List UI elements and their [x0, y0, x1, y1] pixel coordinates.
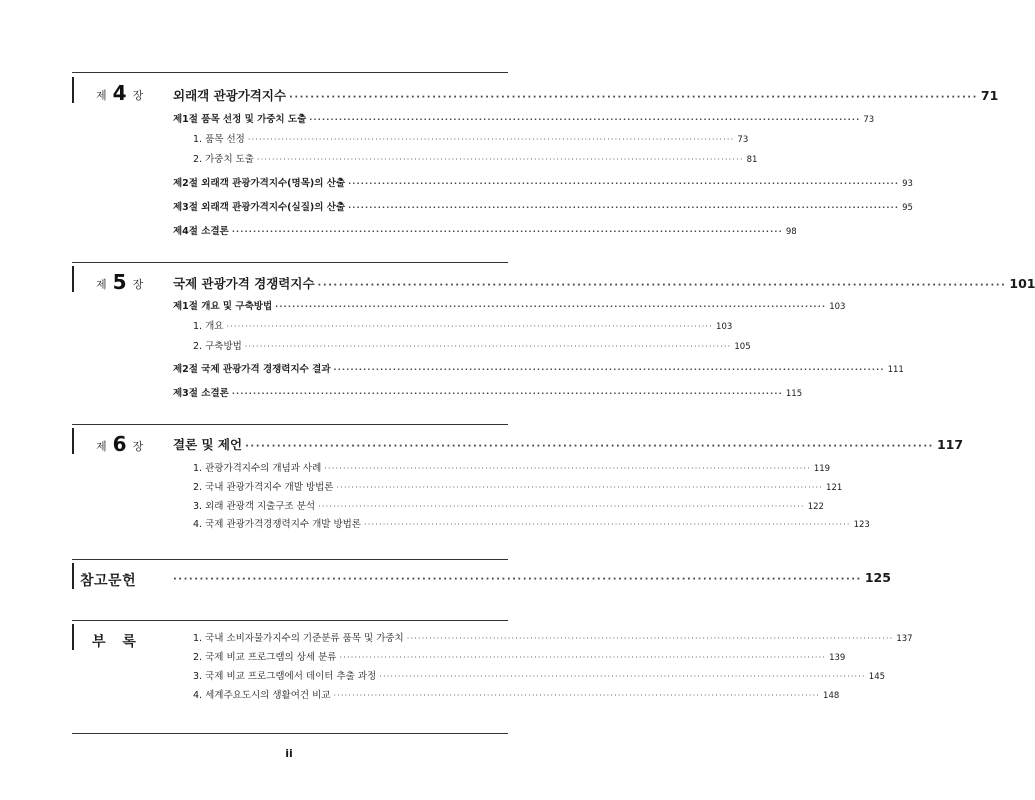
chapter-suffix: 장 — [132, 278, 144, 291]
toc-page: 101 — [1009, 276, 1035, 291]
toc-chapter-title[interactable] — [173, 435, 964, 453]
leader-dots: ·································································································································· — [317, 280, 1007, 291]
toc-title: 제4절 소결론 — [173, 226, 229, 237]
toc-page: 103 — [829, 302, 846, 312]
references-label-text: 참고문헌 — [80, 573, 137, 589]
toc-page: 145 — [868, 672, 886, 682]
toc-section[interactable] — [173, 199, 913, 213]
toc-page: 139 — [829, 653, 846, 663]
chapter-suffix: 장 — [132, 440, 144, 453]
toc-item[interactable] — [193, 338, 751, 352]
toc-page: 137 — [896, 634, 913, 644]
toc-page: 103 — [716, 322, 733, 332]
leader-dots: ·································································································································· — [289, 92, 978, 103]
toc-title: 제2절 외래객 관광가격지수(명목)의 산출 — [173, 178, 346, 189]
references-label — [72, 563, 136, 589]
toc-section[interactable] — [173, 298, 846, 312]
leader-dots: ·································································································································· — [363, 520, 851, 529]
toc-item[interactable] — [193, 630, 913, 644]
toc-item[interactable] — [193, 151, 758, 165]
divider — [72, 72, 508, 73]
chapter-prefix: 제 — [96, 89, 107, 102]
toc-title: 1. 품목 선정 — [193, 134, 245, 145]
chapter-label — [72, 266, 143, 292]
toc-item[interactable] — [193, 649, 846, 663]
chapter-number: 5 — [112, 270, 127, 294]
toc-title: 제2절 국제 관광가격 경쟁력지수 결과 — [173, 364, 331, 375]
toc-page: 121 — [826, 483, 843, 493]
toc-page: 119 — [813, 464, 831, 474]
toc-title: 제3절 소결론 — [173, 388, 229, 399]
divider — [72, 424, 508, 425]
toc-title: 국제 관광가격 경쟁력지수 — [173, 276, 315, 291]
leader-dots: ·································································································································· — [231, 227, 783, 236]
leader-dots: ·································································································································· — [348, 179, 900, 188]
leader-dots: ·································································································································· — [309, 115, 861, 124]
toc-item[interactable] — [193, 668, 886, 682]
toc-title: 제1절 개요 및 구축방법 — [173, 301, 273, 312]
leader-dots: ·································································································································· — [245, 441, 934, 452]
toc-page: 123 — [853, 520, 870, 530]
toc-title: 1. 개요 — [193, 321, 224, 332]
chapter-prefix: 제 — [96, 440, 107, 453]
toc-page: 117 — [936, 437, 964, 452]
toc-title: 2. 국내 관광가격지수 개발 방법론 — [193, 482, 334, 493]
toc-item[interactable] — [193, 516, 870, 530]
leader-dots: ·································································································································· — [333, 365, 885, 374]
toc-section[interactable] — [173, 111, 875, 125]
chapter-label — [72, 77, 143, 103]
toc-title: 2. 국제 비교 프로그램의 상세 분류 — [193, 652, 337, 663]
divider — [72, 559, 508, 560]
toc-page: 93 — [902, 179, 913, 189]
toc-section[interactable] — [173, 223, 797, 237]
leader-dots: ·································································································································· — [275, 302, 827, 311]
toc-page: 71 — [980, 88, 999, 103]
page-number: ii — [285, 747, 293, 760]
toc-page: 122 — [807, 502, 824, 512]
appendix-label — [72, 624, 142, 650]
toc-title: 1. 국내 소비자물가지수의 기준분류 품목 및 가중치 — [193, 633, 404, 644]
toc-title: 4. 세계주요도시의 생활여건 비교 — [193, 690, 331, 701]
toc-page: 98 — [785, 227, 797, 237]
leader-dots: ·································································································································· — [318, 502, 805, 511]
toc-item[interactable] — [193, 460, 831, 474]
toc-title: 제3절 외래객 관광가격지수(실질)의 산출 — [173, 202, 346, 213]
divider — [72, 733, 508, 734]
toc-chapter-title[interactable] — [173, 274, 1035, 292]
toc-section[interactable] — [173, 385, 803, 399]
chapter-label — [72, 428, 143, 454]
leader-dots: ·································································································································· — [339, 653, 827, 662]
leader-dots: ·································································································································· — [324, 464, 811, 473]
toc-section[interactable] — [173, 361, 904, 375]
toc-title: 3. 국제 비교 프로그램에서 데이터 추출 과정 — [193, 671, 377, 682]
toc-title: 1. 관광가격지수의 개념과 사례 — [193, 463, 322, 474]
toc-page: 105 — [734, 342, 751, 352]
toc-page: 73 — [737, 135, 749, 145]
toc-item[interactable] — [193, 687, 840, 701]
leader-dots: ·································································································································· — [247, 135, 735, 144]
toc-references[interactable] — [173, 570, 891, 585]
divider — [72, 620, 508, 621]
toc-page: 115 — [785, 389, 803, 399]
toc-title: 4. 국제 관광가격경쟁력지수 개발 방법론 — [193, 519, 361, 530]
leader-dots: ·································································································································· — [333, 691, 821, 700]
toc-page: 73 — [863, 115, 875, 125]
leader-dots: ·································································································································· — [348, 203, 900, 212]
toc-item[interactable] — [193, 498, 824, 512]
leader-dots: ·································································································································· — [336, 483, 824, 492]
leader-dots: ·································································································································· — [231, 389, 783, 398]
toc-title: 2. 가중치 도출 — [193, 154, 254, 165]
toc-item[interactable] — [193, 318, 733, 332]
toc-title: 제1절 품목 선정 및 가중치 도출 — [173, 114, 307, 125]
leader-dots: ·································································································································· — [406, 634, 894, 643]
chapter-number: 4 — [112, 81, 127, 105]
toc-item[interactable] — [193, 131, 749, 145]
toc-page: 95 — [902, 203, 913, 213]
toc-section[interactable] — [173, 175, 913, 189]
leader-dots: ·································································································································· — [257, 155, 744, 164]
divider — [72, 262, 508, 263]
toc-item[interactable] — [193, 479, 843, 493]
toc-page: 111 — [887, 365, 904, 375]
leader-dots: ·································································································································· — [226, 322, 714, 331]
toc-title: 2. 구축방법 — [193, 341, 242, 352]
leader-dots: ·································································································································· — [244, 342, 732, 351]
toc-page: 125 — [864, 570, 891, 585]
toc-title: 결론 및 제언 — [173, 437, 243, 452]
toc-page: 148 — [823, 691, 840, 701]
toc-title: 외래객 관광가격지수 — [173, 88, 287, 103]
leader-dots: ·································································································································· — [379, 672, 866, 681]
chapter-suffix: 장 — [132, 89, 144, 102]
toc-chapter-title[interactable] — [173, 86, 999, 104]
toc-title: 3. 외래 관광객 지출구조 분석 — [193, 501, 316, 512]
toc-page: 81 — [746, 155, 758, 165]
chapter-number: 6 — [112, 432, 127, 456]
appendix-label-text: 부 록 — [92, 634, 142, 650]
leader-dots: ·································································································································· — [173, 574, 862, 585]
chapter-prefix: 제 — [96, 278, 107, 291]
